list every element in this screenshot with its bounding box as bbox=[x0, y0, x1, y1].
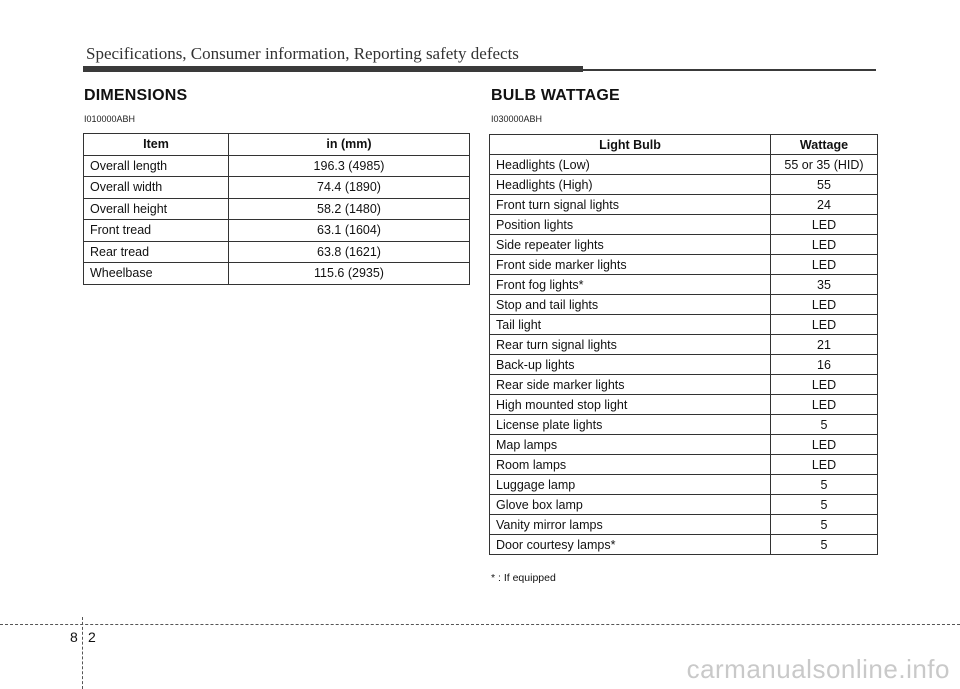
table-row bbox=[84, 198, 470, 220]
table-row bbox=[84, 241, 470, 263]
row-value: LED bbox=[771, 295, 878, 315]
row-label: Stop and tail lights bbox=[490, 295, 771, 315]
table-row bbox=[490, 195, 878, 215]
bulb-wattage-table bbox=[489, 134, 878, 555]
row-value: 35 bbox=[771, 275, 878, 295]
row-value: 5 bbox=[771, 495, 878, 515]
row-value: 24 bbox=[771, 195, 878, 215]
row-label: License plate lights bbox=[490, 415, 771, 435]
table-row bbox=[490, 175, 878, 195]
row-value: LED bbox=[771, 455, 878, 475]
row-value: LED bbox=[771, 235, 878, 255]
table-row bbox=[490, 495, 878, 515]
page-number-divider bbox=[82, 617, 83, 689]
row-label: Tail light bbox=[490, 315, 771, 335]
table-row bbox=[84, 155, 470, 177]
page-footer-divider bbox=[0, 624, 960, 625]
row-label: Overall height bbox=[84, 198, 229, 220]
column-header-light-bulb: Light Bulb bbox=[490, 135, 771, 155]
table-row bbox=[490, 475, 878, 495]
row-value: 74.4 (1890) bbox=[229, 177, 470, 199]
row-label: Front side marker lights bbox=[490, 255, 771, 275]
dimensions-code: I010000ABH bbox=[84, 114, 136, 124]
row-value: LED bbox=[771, 395, 878, 415]
row-value: 196.3 (4985) bbox=[229, 155, 470, 177]
table-row bbox=[490, 295, 878, 315]
row-value: 21 bbox=[771, 335, 878, 355]
row-value: LED bbox=[771, 255, 878, 275]
row-label: Front tread bbox=[84, 220, 229, 242]
row-label: Rear turn signal lights bbox=[490, 335, 771, 355]
row-label: Map lamps bbox=[490, 435, 771, 455]
row-value: 55 bbox=[771, 175, 878, 195]
table-row bbox=[490, 455, 878, 475]
column-header-wattage: Wattage bbox=[771, 135, 878, 155]
row-label: Front fog lights* bbox=[490, 275, 771, 295]
table-row bbox=[490, 235, 878, 255]
column-header-measure: in (mm) bbox=[229, 134, 470, 156]
dimensions-title: DIMENSIONS bbox=[84, 87, 188, 104]
row-label: Wheelbase bbox=[84, 263, 229, 285]
row-label: Rear tread bbox=[84, 241, 229, 263]
column-header-item: Item bbox=[84, 134, 229, 156]
chapter-number: 8 bbox=[70, 629, 78, 645]
table-row bbox=[490, 515, 878, 535]
table-row bbox=[84, 177, 470, 199]
row-value: LED bbox=[771, 215, 878, 235]
table-header-row bbox=[84, 134, 470, 156]
bulb-wattage-title: BULB WATTAGE bbox=[491, 87, 620, 104]
row-label: Overall width bbox=[84, 177, 229, 199]
footnote: * : If equipped bbox=[491, 572, 556, 584]
row-value: LED bbox=[771, 435, 878, 455]
row-value: 5 bbox=[771, 415, 878, 435]
row-label: Side repeater lights bbox=[490, 235, 771, 255]
row-value: 55 or 35 (HID) bbox=[771, 155, 878, 175]
table-row bbox=[490, 275, 878, 295]
row-label: Luggage lamp bbox=[490, 475, 771, 495]
page-number: 2 bbox=[88, 629, 96, 645]
page-header-title: Specifications, Consumer information, Reporting safety defects bbox=[86, 44, 519, 63]
table-row bbox=[490, 155, 878, 175]
table-row bbox=[490, 415, 878, 435]
table-row bbox=[490, 215, 878, 235]
row-label: Room lamps bbox=[490, 455, 771, 475]
table-row bbox=[490, 435, 878, 455]
row-label: Overall length bbox=[84, 155, 229, 177]
row-value: 5 bbox=[771, 515, 878, 535]
row-value: LED bbox=[771, 315, 878, 335]
row-value: LED bbox=[771, 375, 878, 395]
table-row bbox=[84, 263, 470, 285]
row-value: 63.8 (1621) bbox=[229, 241, 470, 263]
dimensions-table bbox=[83, 133, 470, 285]
header-rule-dark bbox=[83, 66, 583, 72]
row-value: 5 bbox=[771, 535, 878, 555]
row-value: 115.6 (2935) bbox=[229, 263, 470, 285]
watermark: carmanualsonline.info bbox=[686, 654, 950, 684]
row-label: Glove box lamp bbox=[490, 495, 771, 515]
row-label: Door courtesy lamps* bbox=[490, 535, 771, 555]
table-row bbox=[490, 375, 878, 395]
table-row bbox=[490, 395, 878, 415]
table-row bbox=[490, 355, 878, 375]
row-label: Vanity mirror lamps bbox=[490, 515, 771, 535]
row-label: Headlights (High) bbox=[490, 175, 771, 195]
table-row bbox=[84, 220, 470, 242]
row-label: Headlights (Low) bbox=[490, 155, 771, 175]
row-label: Rear side marker lights bbox=[490, 375, 771, 395]
row-value: 58.2 (1480) bbox=[229, 198, 470, 220]
row-value: 63.1 (1604) bbox=[229, 220, 470, 242]
table-row bbox=[490, 535, 878, 555]
row-label: Position lights bbox=[490, 215, 771, 235]
row-value: 5 bbox=[771, 475, 878, 495]
bulb-wattage-code: I030000ABH bbox=[491, 114, 543, 124]
row-label: Front turn signal lights bbox=[490, 195, 771, 215]
row-label: High mounted stop light bbox=[490, 395, 771, 415]
row-value: 16 bbox=[771, 355, 878, 375]
table-row bbox=[490, 315, 878, 335]
table-header-row bbox=[490, 135, 878, 155]
table-row bbox=[490, 255, 878, 275]
row-label: Back-up lights bbox=[490, 355, 771, 375]
table-row bbox=[490, 335, 878, 355]
header-rule-thin bbox=[583, 69, 876, 71]
